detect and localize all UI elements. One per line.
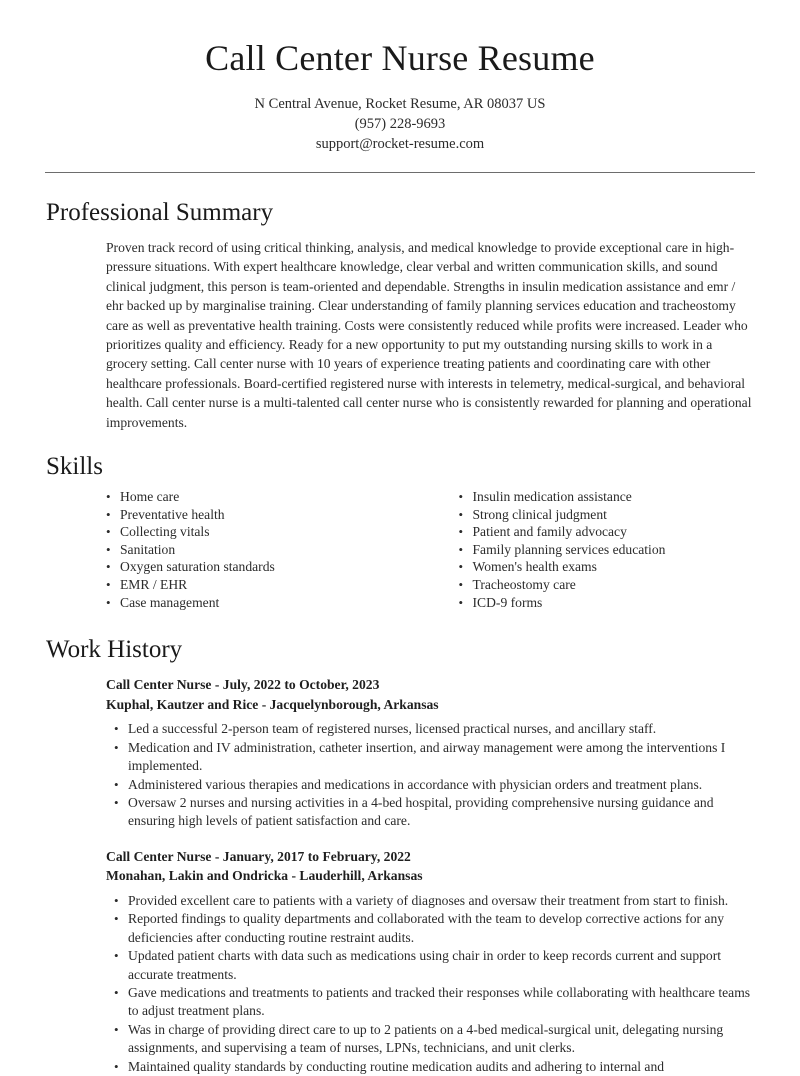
list-item: • Preventative health <box>106 506 431 524</box>
skills-body <box>0 488 800 611</box>
job-title-line: Call Center Nurse - January, 2017 to February, 2022 <box>106 848 411 864</box>
section-title-professional-summary: Professional Summary <box>46 199 274 226</box>
job-bullet-list <box>106 720 755 830</box>
section-title-skills: Skills <box>46 453 103 481</box>
skills-list-right <box>459 488 756 611</box>
list-item: • Patient and family advocacy <box>459 523 756 541</box>
section-professional-summary <box>0 198 800 228</box>
list-item: • Case management <box>106 594 431 612</box>
list-item: • Insulin medication assistance <box>459 488 756 506</box>
list-item: • Maintained quality standards by conducting routine medication audits and adhering to internal and <box>114 1058 755 1076</box>
contact-phone: (957) 228-9693 <box>354 116 446 132</box>
skills-column-right <box>431 488 756 611</box>
skills-list-left <box>106 488 431 611</box>
work-history-entry-1 <box>0 675 800 831</box>
list-item: • ICD-9 forms <box>459 594 756 612</box>
contact-email: support@rocket-resume.com <box>315 136 485 152</box>
section-skills <box>0 452 800 482</box>
job-title-line: Call Center Nurse - July, 2022 to October, 2023 <box>106 677 380 693</box>
list-item: • Updated patient charts with data such as medications using chair in order to keep records current and support accurate treatments. <box>114 947 755 984</box>
section-work-history <box>0 635 800 665</box>
job-bullet-list <box>106 892 755 1076</box>
list-item: • Gave medications and treatments to patients and tracked their responses while collaborating with healthcare teams to adjust treatment plans. <box>114 984 755 1021</box>
page-title: Call Center Nurse Resume <box>205 38 595 78</box>
header-divider <box>45 172 755 173</box>
list-item: • Led a successful 2-person team of registered nurses, licensed practical nurses, and ancillary staff. <box>114 720 755 738</box>
job-company-line: Kuphal, Kautzer and Rice - Jacquelynborough, Arkansas <box>106 696 439 712</box>
list-item: • Was in charge of providing direct care to up to 2 patients on a 4-bed medical-surgical unit, delegating nursing assignments, and supervising a team of nurses, LPNs, technicians, and unit clerks. <box>114 1021 755 1058</box>
list-item: • EMR / EHR <box>106 576 431 594</box>
list-item: • Sanitation <box>106 541 431 559</box>
section-title-work-history: Work History <box>46 636 183 664</box>
contact-address: N Central Avenue, Rocket Resume, AR 08037 US <box>254 96 546 112</box>
list-item: • Provided excellent care to patients with a variety of diagnoses and oversaw their treatment from start to finish. <box>114 892 755 910</box>
list-item: • Reported findings to quality departments and collaborated with the team to develop corrective actions for any deficiencies after conducting routine restraint audits. <box>114 910 755 947</box>
list-item: • Women's health exams <box>459 558 756 576</box>
skills-column-left <box>106 488 431 611</box>
list-item: • Oxygen saturation standards <box>106 558 431 576</box>
work-history-entry-2 <box>0 847 800 1076</box>
professional-summary-text: Proven track record of using critical thinking, analysis, and medical knowledge to provide exceptional care in high-pressure situations. With expert healthcare knowledge, clear verbal and written communication skills, and sound clinical judgment, this person is team-oriented and dependable. Strengths in insulin medication assistance and emr / ehr backed up by marginalise training. Clear understanding of family planning services education and tracheostomy care as well as preventative health training. Costs were consistently reduced while profits were increased. Leader who prioritizes quality and efficiency. Ready for a new opportunity to put my outstanding nursing skills to work in a grocery setting. Call center nurse with 10 years of experience treating patients and coordinating care with other healthcare professionals. Board-certified registered nurse with interests in telemetry, medical-surgical, and behavioral health. Call center nurse is a multi-talented call center nurse who is consistently rewarded for planning and operational improvements. <box>106 240 752 430</box>
list-item: • Strong clinical judgment <box>459 506 756 524</box>
list-item: • Administered various therapies and medications in accordance with physician orders and treatment plans. <box>114 776 755 794</box>
list-item: • Family planning services education <box>459 541 756 559</box>
list-item: • Home care <box>106 488 431 506</box>
resume-header <box>0 0 800 154</box>
list-item: • Oversaw 2 nurses and nursing activities in a 4-bed hospital, providing comprehensive nursing guidance and ensuring high levels of patient satisfaction and care. <box>114 794 755 831</box>
list-item: • Collecting vitals <box>106 523 431 541</box>
professional-summary-body <box>0 238 800 432</box>
job-company-line: Monahan, Lakin and Ondricka - Lauderhill, Arkansas <box>106 868 423 884</box>
list-item: • Medication and IV administration, catheter insertion, and airway management were among the interventions I implemented. <box>114 739 755 776</box>
list-item: • Tracheostomy care <box>459 576 756 594</box>
